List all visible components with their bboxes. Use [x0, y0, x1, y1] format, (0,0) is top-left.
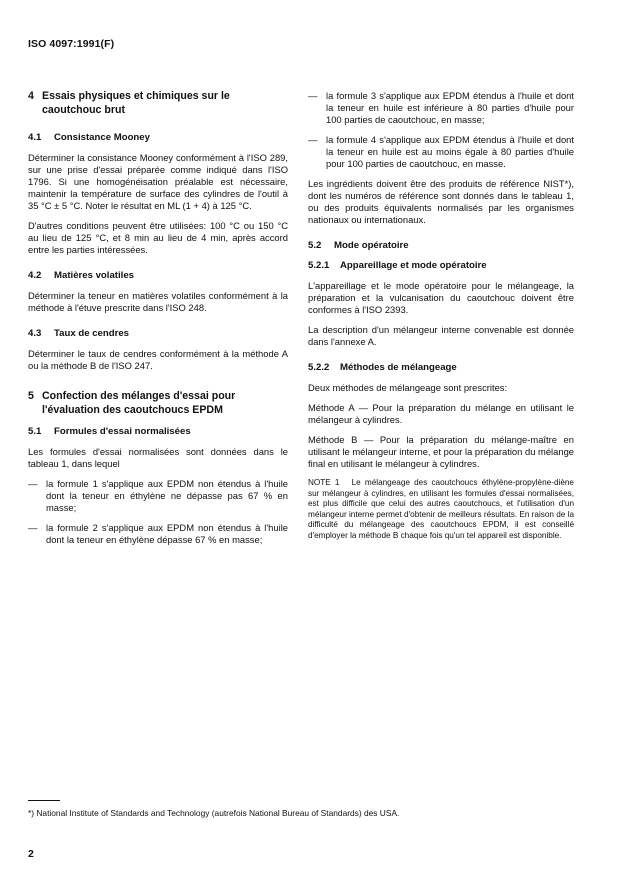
section-5-2-heading	[308, 240, 574, 252]
dash-marker: —	[308, 90, 318, 101]
section-4-3-heading	[28, 328, 288, 340]
note-text: Le mélangeage des caoutchoucs éthylène-propylène-diène sur mélangeur à cylindres, en utilisant les formules d'essai normalisées, est plus difficile que celui des autres caoutchoucs, et l'utilisation d'un mélangeur interne permet d'obtenir de meilleurs résultats. En raison de la difficulté du mélangeage des caoutchoucs EPDM, il est conseillé d'employer la méthode B chaque fois qu'un tel appareil est disponible.	[308, 478, 574, 540]
list-item-text: la formule 4 s'applique aux EPDM étendus à l'huile et dont la teneur en huile est au moins égale à 80 parties d'huile pour 100 parties de caoutchouc, en masse.	[326, 134, 574, 169]
section-4-heading	[28, 90, 288, 117]
section-title: Mode opératoire	[334, 240, 409, 251]
footnote-separator	[28, 800, 60, 801]
formula-list-continued	[308, 90, 574, 170]
footnote: *) National Institute of Standards and Technology (autrefois National Bureau of Standards) des USA.	[28, 808, 400, 818]
section-number: 5.2.2	[308, 362, 330, 373]
section-title: Consistance Mooney	[54, 132, 150, 143]
section-number: 5.2.1	[308, 260, 330, 271]
section-number: 5	[28, 390, 34, 402]
dash-marker: —	[28, 522, 38, 533]
paragraph: Deux méthodes de mélangeage sont prescrites:	[308, 382, 508, 393]
paragraph: D'autres conditions peuvent être utilisées: 100 °C ou 150 °C au lieu de 125 °C, et 8 min au lieu de 4 min, après accord entre les parties intéressées.	[28, 220, 288, 255]
paragraph: Déterminer la teneur en matières volatiles conformément à la méthode à l'étuve prescrite dans l'ISO 248.	[28, 290, 288, 313]
paragraph: La description d'un mélangeur interne convenable est donnée dans l'annexe A.	[308, 324, 574, 347]
list-item-text: la formule 3 s'applique aux EPDM étendus à l'huile et dont la teneur en huile est inférieure à 80 parties d'huile pour 100 parties de caoutchouc, en masse;	[326, 90, 574, 125]
dash-marker: —	[28, 478, 38, 489]
page-number: 2	[28, 848, 34, 860]
section-title: Appareillage et mode opératoire	[340, 260, 487, 271]
section-title: Méthodes de mélangeage	[340, 362, 457, 373]
standard-header: ISO 4097:1991(F)	[28, 38, 115, 50]
section-title: Essais physiques et chimiques sur le caoutchouc brut	[42, 90, 230, 116]
note-1	[308, 478, 574, 541]
paragraph: L'appareillage et le mode opératoire pour le mélangeage, la préparation et la vulcanisation du caoutchouc doivent être conformes à l'ISO 2393.	[308, 280, 574, 315]
list-item	[28, 478, 288, 514]
section-5-2-2-heading	[308, 362, 574, 374]
left-column	[28, 90, 288, 554]
section-5-heading	[28, 390, 288, 417]
section-number: 4.1	[28, 132, 42, 143]
section-number: 5.1	[28, 426, 42, 437]
paragraph: Déterminer la consistance Mooney conformément à l'ISO 289, sur une prise d'essai préparée comme indiqué dans l'ISO 1796. Si une homogénéisation préalable est nécessaire, maintenir la température de surface des cylindres de l'outil à 35 °C ± 5 °C. Noter le résultat en ML (1 + 4) à 125 °C.	[28, 152, 288, 211]
section-title: Taux de cendres	[54, 328, 130, 339]
section-title: Matières volatiles	[54, 270, 134, 281]
section-number: 4.2	[28, 270, 42, 281]
section-5-2-1-heading	[308, 260, 574, 272]
note-label: NOTE 1	[308, 478, 340, 487]
section-4-1-heading	[28, 132, 288, 144]
paragraph: Méthode B — Pour la préparation du mélange-maître en utilisant le mélangeur interne, et pour la préparation du mélange final en utilisant le mélangeur à cylindres.	[308, 434, 574, 469]
section-number: 5.2	[308, 240, 322, 251]
formula-list	[28, 478, 288, 546]
list-item-text: la formule 2 s'applique aux EPDM non étendus à l'huile dont la teneur en éthylène dépasse 67 % en masse;	[46, 522, 288, 545]
section-4-2-heading	[28, 270, 288, 282]
paragraph: Les ingrédients doivent être des produits de référence NIST*), dont les numéros de référence sont donnés dans le tableau 1, ou des produits équivalents normalisés par les organismes nationaux ou internationaux.	[308, 178, 574, 225]
list-item-text: la formule 1 s'applique aux EPDM non étendus à l'huile dont la teneur en éthylène ne dépasse pas 67 % en masse;	[46, 478, 288, 513]
paragraph: Déterminer le taux de cendres conformément à la méthode A ou la méthode B de l'ISO 247.	[28, 348, 288, 371]
list-item	[308, 134, 574, 170]
section-5-1-heading	[28, 426, 288, 438]
section-number: 4.3	[28, 328, 42, 339]
dash-marker: —	[308, 134, 318, 145]
list-item	[28, 522, 288, 546]
right-column	[308, 90, 574, 541]
section-title: Confection des mélanges d'essai pour l'évaluation des caoutchoucs EPDM	[42, 390, 236, 416]
paragraph: Les formules d'essai normalisées sont données dans le tableau 1, dans lequel	[28, 446, 288, 469]
section-number: 4	[28, 90, 34, 102]
list-item	[308, 90, 574, 126]
section-title: Formules d'essai normalisées	[54, 426, 191, 437]
paragraph: Méthode A — Pour la préparation du mélange en utilisant le mélangeur à cylindres.	[308, 402, 574, 425]
